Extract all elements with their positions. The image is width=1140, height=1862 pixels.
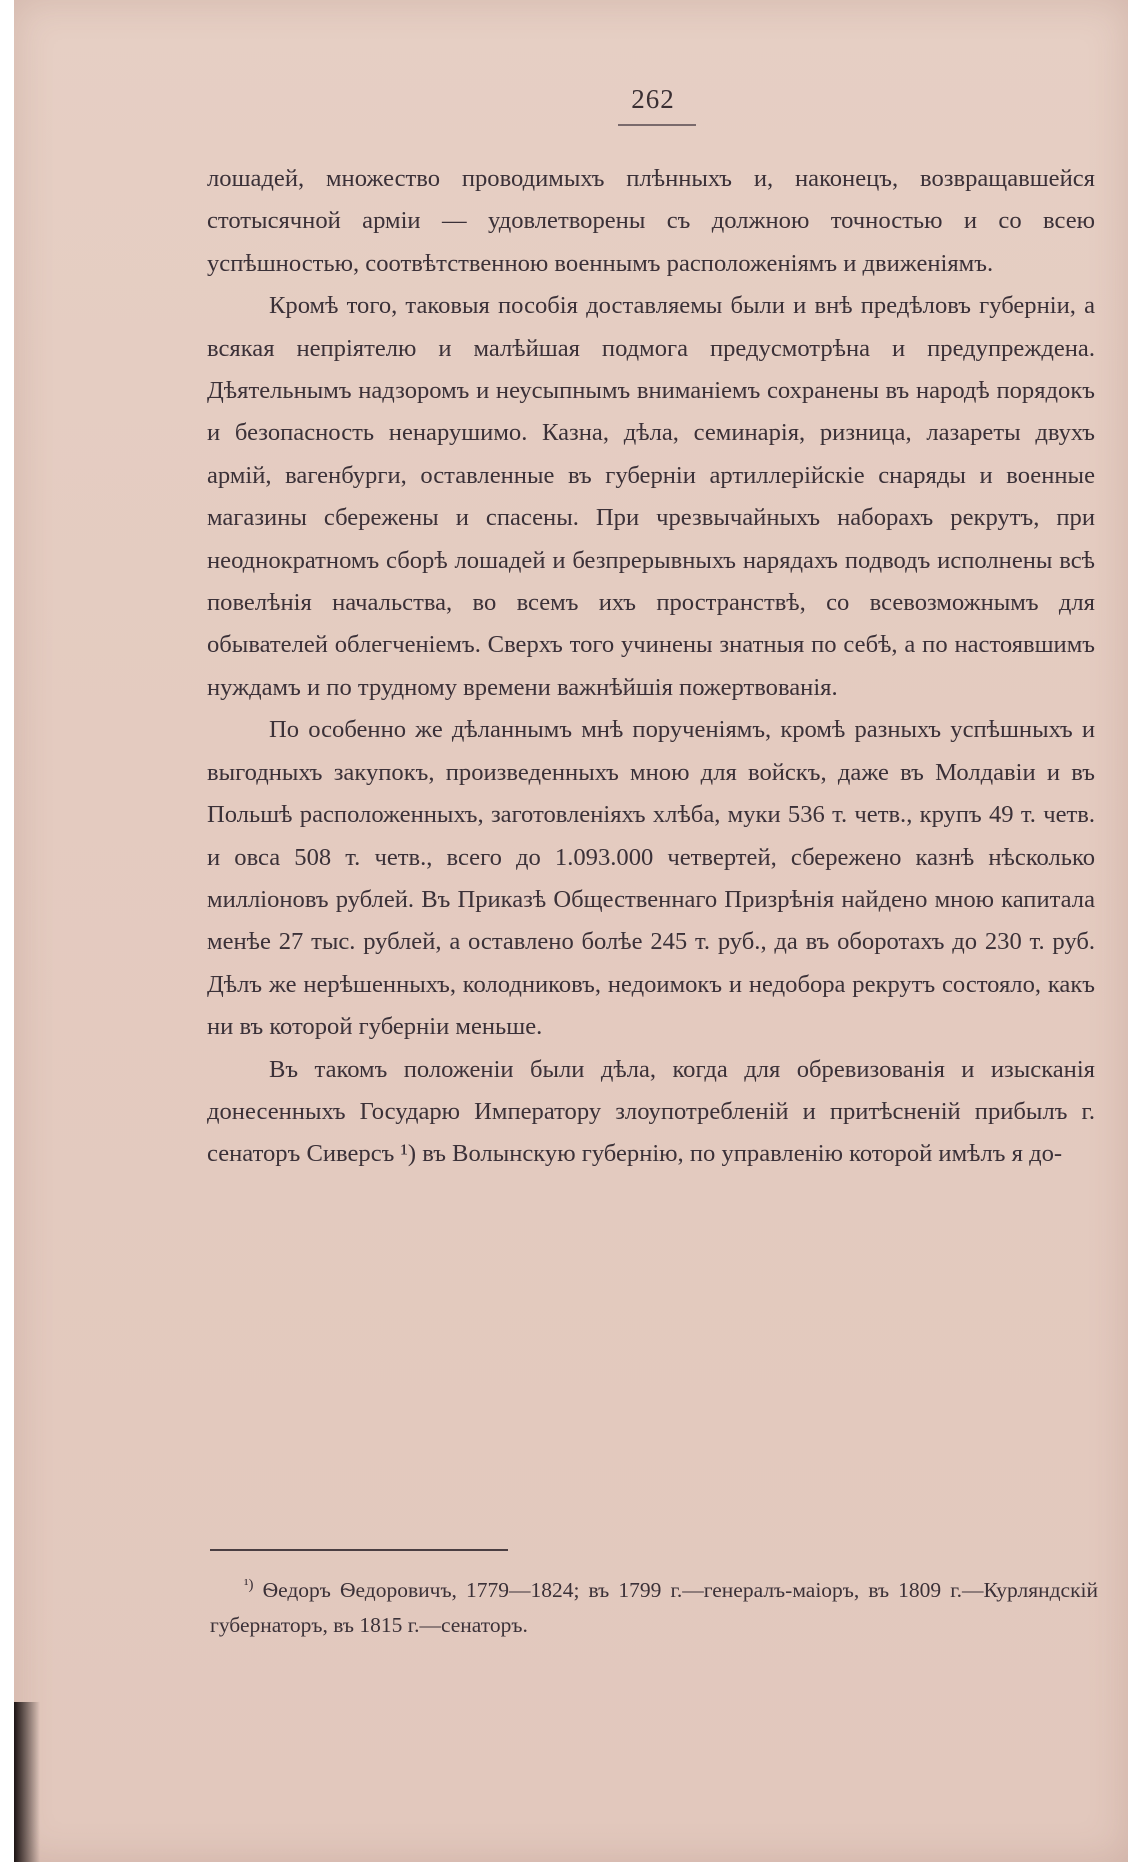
paragraph: Въ такомъ положеніи были дѣла, когда для обревизованія и изысканія донесенныхъ Государю Императору злоупотребленій и притѣсненій прибылъ г. сенаторъ Сиверсъ ¹) въ Волынскую губернію, по управленію которой имѣлъ я до- (207, 1055, 1095, 1168)
footnote (210, 1573, 1098, 1643)
binding-shadow (14, 1702, 40, 1862)
paragraph-continuation: лошадей, множество проводимыхъ плѣнныхъ и, наконецъ, возвращавшейся стотысячной арміи — удовлетворены съ должною точностью и со всею успѣшностью, соотвѣтственною военнымъ расположеніямъ и движеніямъ. (207, 165, 1095, 277)
paragraph: По особенно же дѣланнымъ мнѣ порученіямъ, кромѣ разныхъ успѣшныхъ и выгодныхъ закупокъ, произведенныхъ мною для войскъ, даже въ Молдавіи и въ Польшѣ расположенныхъ, заготовленіяхъ хлѣба, муки 536 т. четв., крупъ 49 т. четв. и овса 508 т. четв., всего до 1.093.000 четвертей, сбережено казнѣ нѣсколько милліоновъ рублей. Въ Приказѣ Общественнаго Призрѣнія найдено мною капитала менѣе 27 тыс. рублей, а оставлено болѣе 245 т. руб., да въ оборотахъ до 230 т. руб. Дѣлъ же нерѣшенныхъ, колодниковъ, недоимокъ и недобора рекрутъ состояло, какъ ни въ которой губерніи меньше. (207, 716, 1095, 1041)
page-number-underline (618, 124, 696, 126)
paragraph: Кромѣ того, таковыя пособія доставляемы были и внѣ предѣловъ губерніи, а всякая непріятелю и малѣйшая подмога предусмотрѣна и предупреждена. Дѣятельнымъ надзоромъ и неусыпнымъ вниманіемъ сохранены въ народѣ порядокъ и безопасность ненарушимо. Казна, дѣла, семинарія, ризница, лазареты двухъ армій, вагенбурги, оставленные въ губерніи артиллерійскіе снаряды и военные магазины сбережены и спасены. При чрезвычайныхъ наборахъ рекрутъ, при неоднократномъ сборѣ лошадей и безпрерывныхъ нарядахъ подводъ исполнены всѣ повелѣнія начальства, во всемъ ихъ пространствѣ, со всевозможнымъ для обывателей облегченіемъ. Сверхъ того учинены знатныя по себѣ, а по настоявшимъ нуждамъ и по трудному времени важнѣйшія пожертвованія. (207, 292, 1095, 701)
page-number: 262 (631, 84, 675, 114)
footnote-text: Ѳедоръ Ѳедоровичъ, 1779—1824; въ 1799 г.—генералъ-маіоръ, въ 1809 г.—Курляндскій губернаторъ, въ 1815 г.—сенаторъ. (210, 1578, 1098, 1637)
body-text (207, 158, 1095, 1176)
footnote-separator (210, 1549, 508, 1551)
footnote-marker: ¹) (244, 1576, 254, 1593)
